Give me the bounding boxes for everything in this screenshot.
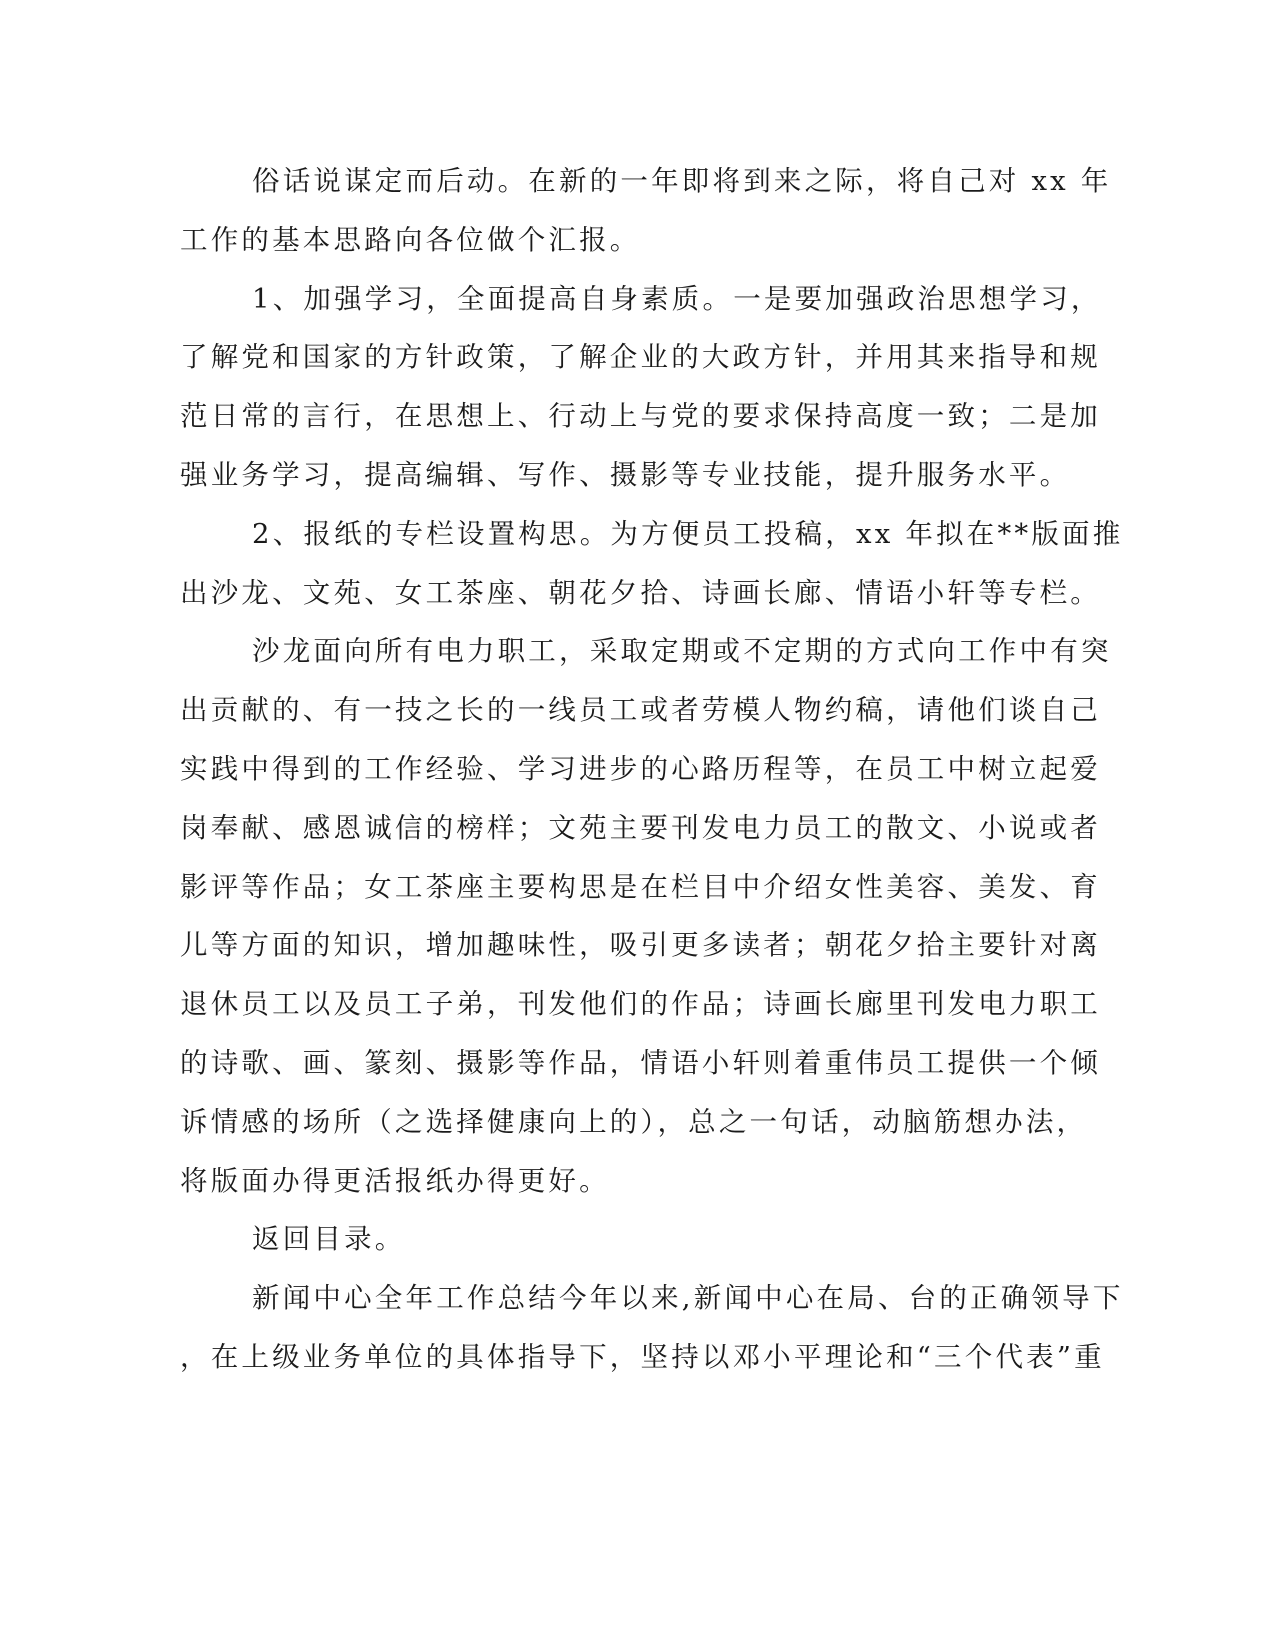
paragraph-salon-line-2: 出贡献的、有一技之长的一线员工或者劳模人物约稿，请他们谈自己 bbox=[180, 694, 1101, 727]
paragraph-news-line-2: ，在上级业务单位的具体指导下，坚持以邓小平理论和“三个代表”重 bbox=[180, 1340, 1105, 1373]
paragraph-salon-line-10: 将版面办得更活报纸办得更好。 bbox=[180, 1164, 610, 1197]
paragraph-study-line-2: 了解党和国家的方针政策，了解企业的大政方针，并用其来指导和规 bbox=[180, 341, 1101, 374]
document-body bbox=[180, 152, 1124, 1387]
paragraph-salon-line-5: 影评等作品；女工茶座主要构思是在栏目中介绍女性美容、美发、育 bbox=[180, 870, 1101, 903]
paragraph-study-line-4: 强业务学习，提高编辑、写作、摄影等专业技能，提升服务水平。 bbox=[180, 458, 1071, 491]
return-to-toc: 返回目录。 bbox=[252, 1223, 406, 1256]
paragraph-columns-line-2: 出沙龙、文苑、女工茶座、朝花夕拾、诗画长廊、情语小轩等专栏。 bbox=[180, 576, 1101, 609]
paragraph-study-line-1: 1、加强学习，全面提高自身素质。一是要加强政治思想学习， bbox=[252, 282, 1102, 315]
paragraph-intro-line-2: 工作的基本思路向各位做个汇报。 bbox=[180, 223, 641, 256]
paragraph-salon-line-6: 儿等方面的知识，增加趣味性，吸引更多读者；朝花夕拾主要针对离 bbox=[180, 929, 1101, 962]
paragraph-salon-line-8: 的诗歌、画、篆刻、摄影等作品，情语小轩则着重伟员工提供一个倾 bbox=[180, 1046, 1101, 1079]
paragraph-salon-line-1: 沙龙面向所有电力职工，采取定期或不定期的方式向工作中有突 bbox=[252, 635, 1112, 668]
paragraph-salon-line-7: 退休员工以及员工子弟，刊发他们的作品；诗画长廊里刊发电力职工 bbox=[180, 988, 1101, 1021]
paragraph-study-line-3: 范日常的言行，在思想上、行动上与党的要求保持高度一致；二是加 bbox=[180, 400, 1101, 433]
paragraph-news-line-1: 新闻中心全年工作总结今年以来,新闻中心在局、台的正确领导下 bbox=[252, 1282, 1124, 1315]
paragraph-salon-line-9: 诉情感的场所（之选择健康向上的），总之一句话，动脑筋想办法， bbox=[180, 1105, 1088, 1138]
paragraph-salon-line-3: 实践中得到的工作经验、学习进步的心路历程等，在员工中树立起爱 bbox=[180, 752, 1101, 785]
paragraph-salon-line-4: 岗奉献、感恩诚信的榜样；文苑主要刊发电力员工的散文、小说或者 bbox=[180, 811, 1101, 844]
paragraph-columns-line-1: 2、报纸的专栏设置构思。为方便员工投稿，xx 年拟在**版面推 bbox=[252, 517, 1124, 550]
paragraph-intro-line-1: 俗话说谋定而后动。在新的一年即将到来之际，将自己对 xx 年 bbox=[252, 165, 1112, 197]
